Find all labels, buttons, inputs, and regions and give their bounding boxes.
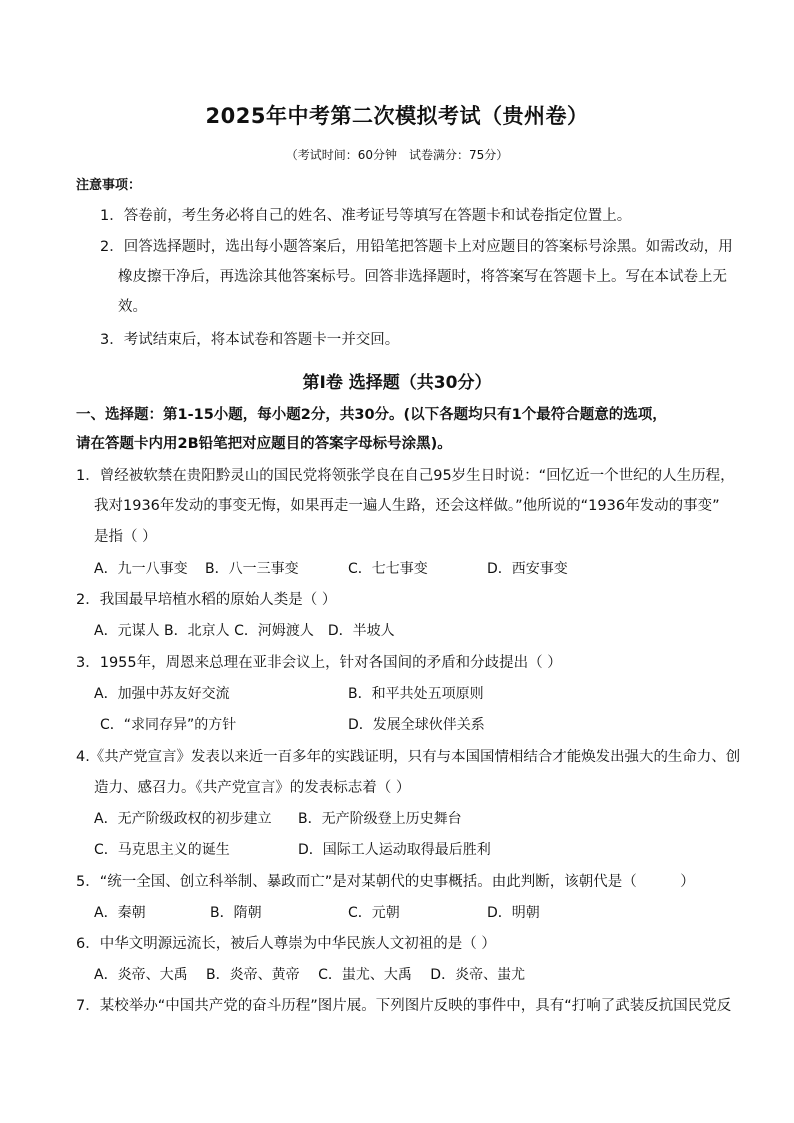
question-3-option-c: C．“求同存异”的方针 [100,717,237,733]
question-2-options: A．元谋人 B．北京人 C．河姆渡人 D．半坡人 [94,623,395,639]
question-4-line-1: 4.《共产党宣言》发表以来近一百多年的实践证明，只有与本国国情相结合才能焕发出强大的生命力、创 [76,749,741,765]
note-item-2-line-1: 2．回答选择题时，选出每小题答案后，用铅笔把答题卡上对应题目的答案标号涂黑。如需改动，用 [100,239,733,255]
question-5-stem: 5．“统一全国、创立科举制、暴政而亡”是对某朝代的史事概括。由此判断，该朝代是（ ） [76,874,695,890]
question-5-option-d: D．明朝 [487,905,540,921]
question-1-option-d: D．西安事变 [487,561,568,577]
question-1-option-b: B．八一三事变 [205,561,299,577]
note-item-2-line-2: 橡皮擦干净后，再选涂其他答案标号。回答非选择题时，将答案写在答题卡上。写在本试卷上无 [118,269,727,285]
question-3-option-d: D．发展全球伙伴关系 [348,717,485,733]
question-5-option-a: A．秦朝 [94,905,146,921]
exam-title: 2025年中考第二次模拟考试（贵州卷） [205,104,589,128]
question-6-stem: 6．中华文明源远流长，被后人尊崇为中华民族人文初祖的是（ ） [76,936,496,952]
question-4-option-b: B．无产阶级登上历史舞台 [298,811,462,827]
question-1-option-a: A．九一八事变 [94,561,188,577]
question-4-option-c: C．马克思主义的诞生 [94,842,230,858]
notes-heading: 注意事项： [76,178,142,193]
question-1-line-2: 我对1936年发动的事变无悔，如果再走一遍人生路，还会这样做。”他所说的“1936年发动的事变” [94,498,720,514]
question-1-line-1: 1．曾经被软禁在贵阳黔灵山的国民党将领张学良在自己95岁生日时说：“回忆近一个世纪的人生历程， [76,468,735,484]
note-item-1: 1．答卷前，考生务必将自己的姓名、准考证号等填写在答题卡和试卷指定位置上。 [100,208,632,224]
section-instructions-line-1: 一、选择题：第1-15小题，每小题2分，共30分。(以下各题均只有1个最符合题意的选项， [76,407,667,423]
exam-subtitle: （考试时间：60分钟 试卷满分：75分） [285,148,509,162]
question-5-option-b: B．隋朝 [210,905,262,921]
note-item-3: 3．考试结束后，将本试卷和答题卡一并交回。 [100,332,400,348]
section-title: 第Ⅰ卷 选择题（共30分） [302,373,492,393]
question-1-line-3: 是指（ ） [94,529,157,545]
question-3-option-b: B．和平共处五项原则 [348,686,484,702]
note-item-2-line-3: 效。 [118,299,147,315]
section-instructions-line-2: 请在答题卡内用2B铅笔把对应题目的答案字母标号涂黑)。 [76,436,452,452]
question-1-option-c: C．七七事变 [348,561,428,577]
question-6-options: A．炎帝、大禹 B．炎帝、黄帝 C．蚩尤、大禹 D．炎帝、蚩尤 [94,967,526,983]
question-3-stem: 3．1955年，周恩来总理在亚非会议上，针对各国间的矛盾和分歧提出（ ） [76,655,562,671]
question-4-option-a: A．无产阶级政权的初步建立 [94,811,272,827]
question-7-line-1: 7．某校举办“中国共产党的奋斗历程”图片展。下列图片反映的事件中，具有“打响了武装反抗国民党反 [76,998,732,1014]
question-5-option-c: C．元朝 [348,905,400,921]
question-4-line-2: 造力、感召力。《共产党宣言》的发表标志着（ ） [94,780,411,796]
question-4-option-d: D．国际工人运动取得最后胜利 [298,842,491,858]
question-3-option-a: A．加强中苏友好交流 [94,686,230,702]
question-2-stem: 2．我国最早培植水稻的原始人类是（ ） [76,592,337,608]
